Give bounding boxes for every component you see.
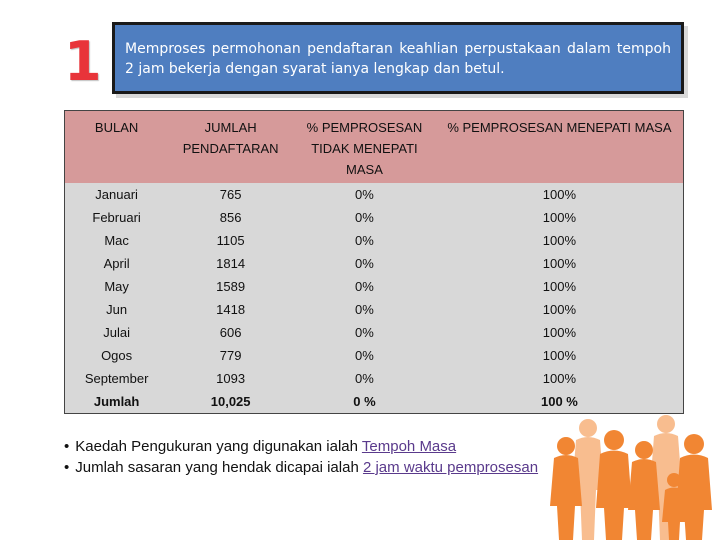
cell-bulan: May <box>65 275 169 298</box>
people-silhouettes-icon <box>548 410 720 540</box>
cell-bulan: Julai <box>65 321 169 344</box>
cell-tidak-menepati: 0% <box>293 344 436 367</box>
header-bulan: BULAN <box>65 111 169 184</box>
cell-bulan: September <box>65 367 169 390</box>
header-tidak-menepati: % PEMPROSESAN TIDAK MENEPATI MASA <box>293 111 436 184</box>
cell-jumlah: 1093 <box>168 367 293 390</box>
cell-jumlah: 1105 <box>168 229 293 252</box>
table-row <box>65 344 684 367</box>
note-text: Kaedah Pengukuran yang digunakan ialah <box>75 438 362 455</box>
note-text: Jumlah sasaran yang hendak dicapai ialah <box>75 459 363 476</box>
cell-tidak-menepati: 0% <box>293 321 436 344</box>
cell-tidak-menepati: 0% <box>293 367 436 390</box>
cell-tidak-menepati: 0% <box>293 229 436 252</box>
table-row <box>65 298 684 321</box>
cell-menepati: 100% <box>436 252 684 275</box>
cell-jumlah: 856 <box>168 206 293 229</box>
table-row <box>65 275 684 298</box>
cell-total-menepati: 100 % <box>436 390 684 414</box>
table-row <box>65 321 684 344</box>
note-item <box>64 436 538 457</box>
bullet-icon: • <box>64 438 70 455</box>
cell-jumlah: 779 <box>168 344 293 367</box>
header-jumlah-pendaftaran: JUMLAH PENDAFTARAN <box>168 111 293 184</box>
table-row <box>65 183 684 206</box>
cell-tidak-menepati: 0% <box>293 298 436 321</box>
notes-list <box>64 436 538 478</box>
registration-table <box>64 110 684 414</box>
cell-bulan: Januari <box>65 183 169 206</box>
bullet-icon: • <box>64 459 70 476</box>
table-row <box>65 229 684 252</box>
cell-tidak-menepati: 0% <box>293 183 436 206</box>
note-item <box>64 457 538 478</box>
cell-bulan: Februari <box>65 206 169 229</box>
cell-jumlah: 606 <box>168 321 293 344</box>
cell-total-jumlah: 10,025 <box>168 390 293 414</box>
cell-total-label: Jumlah <box>65 390 169 414</box>
cell-menepati: 100% <box>436 367 684 390</box>
cell-tidak-menepati: 0% <box>293 275 436 298</box>
waktu-pemprosesan-link[interactable]: 2 jam waktu pemprosesan <box>362 459 539 476</box>
cell-jumlah: 1589 <box>168 275 293 298</box>
cell-menepati: 100% <box>436 298 684 321</box>
cell-tidak-menepati: 0% <box>293 206 436 229</box>
header-menepati: % PEMPROSESAN MENEPATI MASA <box>436 111 684 184</box>
header-text: Memproses permohonan pendaftaran keahlian perpustakaan dalam tempoh 2 jam bekerja dengan syarat ianya lengkap dan betul. <box>125 41 671 77</box>
tempoh-masa-link[interactable]: Tempoh Masa <box>361 438 457 455</box>
cell-total-tidak-menepati: 0 % <box>293 390 436 414</box>
cell-jumlah: 1418 <box>168 298 293 321</box>
cell-menepati: 100% <box>436 206 684 229</box>
cell-bulan: Jun <box>65 298 169 321</box>
cell-menepati: 100% <box>436 321 684 344</box>
cell-jumlah: 1814 <box>168 252 293 275</box>
slide-number: 1 <box>64 30 102 93</box>
cell-bulan: April <box>65 252 169 275</box>
cell-menepati: 100% <box>436 229 684 252</box>
table-header-row <box>65 111 684 184</box>
header-banner <box>112 22 684 94</box>
cell-jumlah: 765 <box>168 183 293 206</box>
cell-tidak-menepati: 0% <box>293 252 436 275</box>
cell-menepati: 100% <box>436 183 684 206</box>
table-row <box>65 367 684 390</box>
cell-bulan: Ogos <box>65 344 169 367</box>
table-row <box>65 252 684 275</box>
table-row <box>65 206 684 229</box>
cell-bulan: Mac <box>65 229 169 252</box>
cell-menepati: 100% <box>436 344 684 367</box>
cell-menepati: 100% <box>436 275 684 298</box>
